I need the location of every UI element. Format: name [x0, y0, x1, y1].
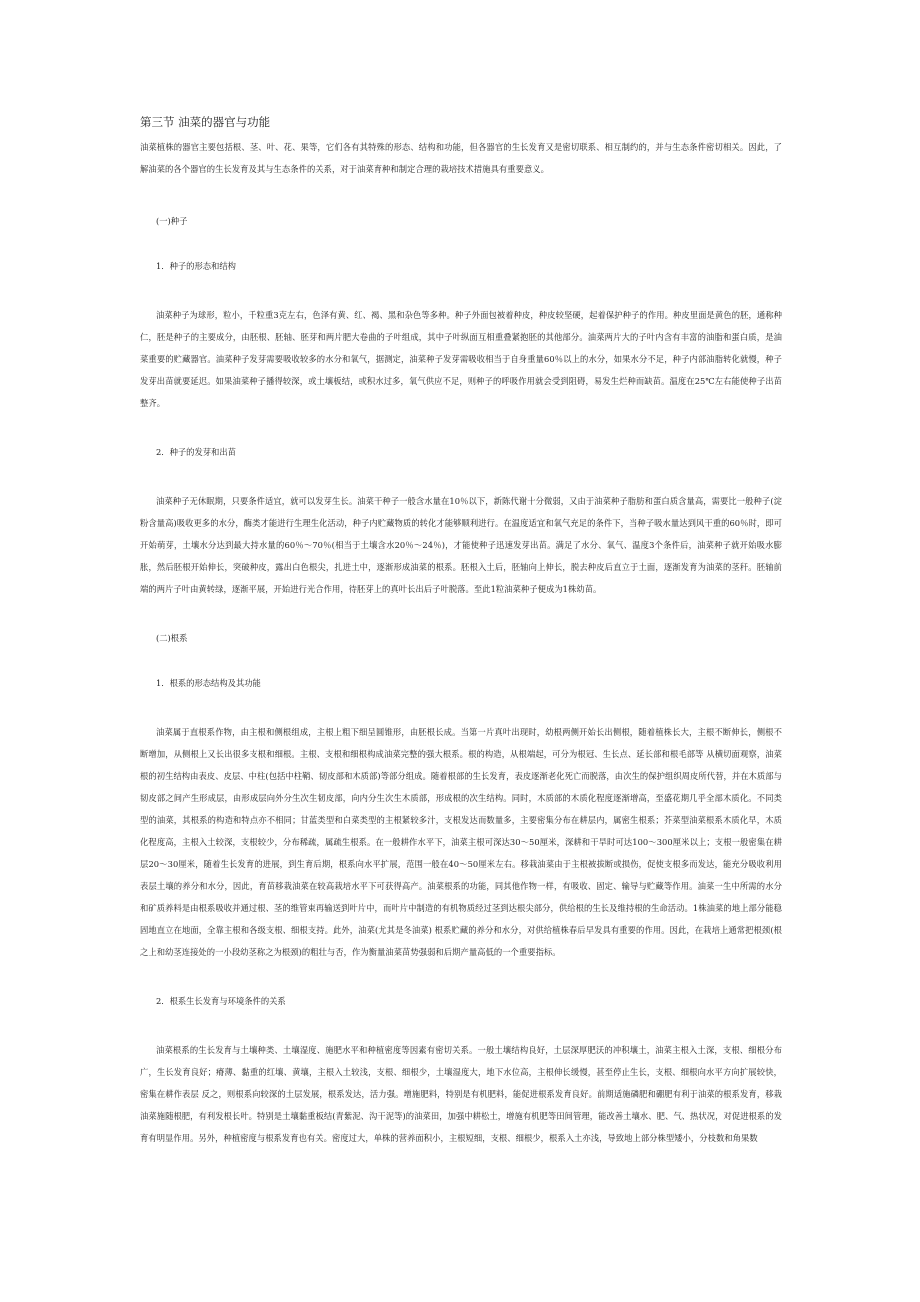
paragraph-root-morphology: 油菜属于直根系作物，由主根和侧根组成，主根上粗下细呈圆锥形，由胚根长成。当第一片真叶出现时，幼根两侧开始长出侧根，随着植株长大，主根不断伸长，侧根不断增加，从侧根上又长出很多支根和细根。主根、支根和细根构成油菜完整的强大根系。根的构造，从根端起，可分为根冠、生长点、延长部和根毛部等 从横切面观察，油菜根的初生结构由表皮、皮层、中柱(包括中柱鞘、韧皮部和木质部)等部分组成。随着根部的生长发育，表皮逐渐老化死亡而脱落，由次生的保护组织周皮所代替，并在木质部与韧皮部之间产生形成层，由形成层向外分生次生韧皮部，向内分生次生木质部，形成根的次生结构。同时，木质部的木质化程度逐渐增高，至盛花期几乎全部木质化。不同类型的油菜，其根系的构造和特点亦不相同；甘蓝类型和白菜类型的主根紧较多汁，支根发达而数量多，主要密集分布在耕层内，属密生根系；芥菜型油菜根系木质化早，木质化程度高，主根入土较深，支根较少，分布稀疏，属疏生根系。在一般耕作水平下，油菜主根可深达30～50厘米，深耕和干旱时可达100～300厘米以上；支根一般密集在耕层20～30厘米，随着生长发育的进展，到生育后期，根系向水平扩展，范围一般在40～50厘米左右。移栽油菜由于主根被拔断或损伤，促使支根多而发达，能充分吸收利用表层土壤的养分和水分，因此，育苗移栽油菜在较高栽培水平下可获得高产。油菜根系的功能，同其他作物一样，有吸收、固定、输导与贮藏等作用。油菜一生中所需的水分和矿质养料是由根系吸收并通过根、茎的维管束再输送到叶片中，而叶片中制造的有机物质经过茎到达根尖部分，供给根的生长及维持根的生命活动。1株油菜的地上部分能稳固地直立在地面，全靠主根和各级支根、细根支持。此外，油菜(尤其是冬油菜) 根系贮藏的养分和水分，对供给植株春后早发具有重要的作用。因此，在栽培上通常把根颈(根之上和幼茎连接处的一小段幼茎称之为根颈)的粗壮与否，作为衡量油菜苗势强弱和后期产量高低的一个重要指标。	[140, 727, 782, 957]
paragraph-seed-morphology: 油菜种子为球形，粒小，千粒重3克左右，色泽有黄、红、褐、黑和杂色等多种。种子外面包被着种皮，种皮较坚硬，起着保护种子的作用。种皮里面是黄色的胚，通称种仁，胚是种子的主要成分，由胚根、胚轴、胚芽和两片肥大卷曲的子叶组成，其中子叶纵面互相重叠紧抱胚的其他部分。油菜两片大的子叶内含有丰富的油脂和蛋白质，是油菜重要的贮藏器官。油菜种子发芽需要吸收较多的水分和氧气，据测定，油菜种子发芽需吸收相当于自身重量60％以上的水分，如果水分不足，种子内部油脂转化就慢，种子发芽出苗就要延迟。如果油菜种子播得较深，或土壤板结，或积水过多，氧气供应不足，则种子的呼吸作用就会受到阻碍，易发生烂种而缺苗。温度在25℃左右能使种子出苗整齐。	[140, 310, 782, 408]
intro-paragraph: 油菜植株的器官主要包括根、茎、叶、花、果等，它们各有其特殊的形态、结构和功能，但各器官的生长发育又是密切联系、相互制约的，并与生态条件密切相关。因此，了解油菜的各个器官的生长发育及其与生态条件的关系，对于油菜育种和制定合理的栽培技术措施具有重要意义。	[140, 142, 782, 174]
paragraph-seed-germination: 油菜种子无休眠期，只要条件适宜，就可以发芽生长。油菜干种子一般含水量在10％以下，新陈代谢十分微弱，又由于油菜种子脂肪和蛋白质含量高，需要比一般种子(淀粉含量高)吸收更多的水分，酶类才能进行生理生化活动，种子内贮藏物质的转化才能够顺利进行。在温度适宜和氧气充足的条件下，当种子吸水量达到风干重的60％时，即可开始萌芽，土壤水分达到最大持水量的60％～70％(相当于土壤含水20％～24％)，才能使种子迅速发芽出苗。满足了水分、氧气、温度3个条件后，油菜种子就开始吸水膨胀，然后胚根开始伸长，突破种皮，露出白色根尖，扎进土中，逐渐形成油菜的根系。胚根入土后，胚轴向上伸长，脱去种皮后直立于土面，逐渐发育为油菜的茎秆。胚轴前端的两片子叶由黄转绿，逐渐平展，开始进行光合作用，待胚芽上的真叶长出后子叶脱落。至此1粒油菜种子便成为1株幼苗。	[140, 496, 782, 594]
paragraph-root-environment: 油菜根系的生长发育与土壤种类、土壤湿度、施肥水平和种植密度等因素有密切关系。一般土壤结构良好，土层深厚肥沃的冲积壤土，油菜主根入土深，支根、细根分布广，生长发育良好；瘠薄、黏重的红壤、黄壤，主根入土较浅，支根、细根少，土壤湿度大，地下水位高，主根伸长缓慢，甚至停止生长，支根、细根向水平方向扩展较快，密集在耕作表层 反之，则根系向较深的土层发展，根系发达，活力强。增施肥料，特别是有机肥料，能促进根系发育良好。前期适施磷肥和硼肥有利于油菜的根系发育，移栽油菜施随根肥，有利发根长叶。特别是土壤黏重板结(青紫泥、沟干泥等)的油菜田，加强中耕松土，增施有机肥等田间管理，能改善土壤水、肥、气、热状况，对促进根系的发育有明显作用。另外，种植密度与根系发育也有关。密度过大，单株的营养面积小，主根短细，支根、细根少，根系入土亦浅，导致地上部分株型矮小，分枝数和角果数	[140, 1045, 782, 1143]
section-title: 第三节 油菜的器官与功能	[140, 115, 271, 129]
subsection-heading-root-environment: 2．根系生长发育与环境条件的关系	[156, 996, 286, 1006]
subsection-heading-seed-germination: 2．种子的发芽和出苗	[156, 447, 236, 457]
section-heading-seed: (一)种子	[156, 216, 188, 226]
document-page	[140, 114, 782, 1149]
section-heading-roots: (二)根系	[156, 633, 188, 643]
subsection-heading-seed-morphology: 1．种子的形态和结构	[156, 261, 236, 271]
subsection-heading-root-morphology: 1．根系的形态结构及其功能	[156, 678, 261, 688]
